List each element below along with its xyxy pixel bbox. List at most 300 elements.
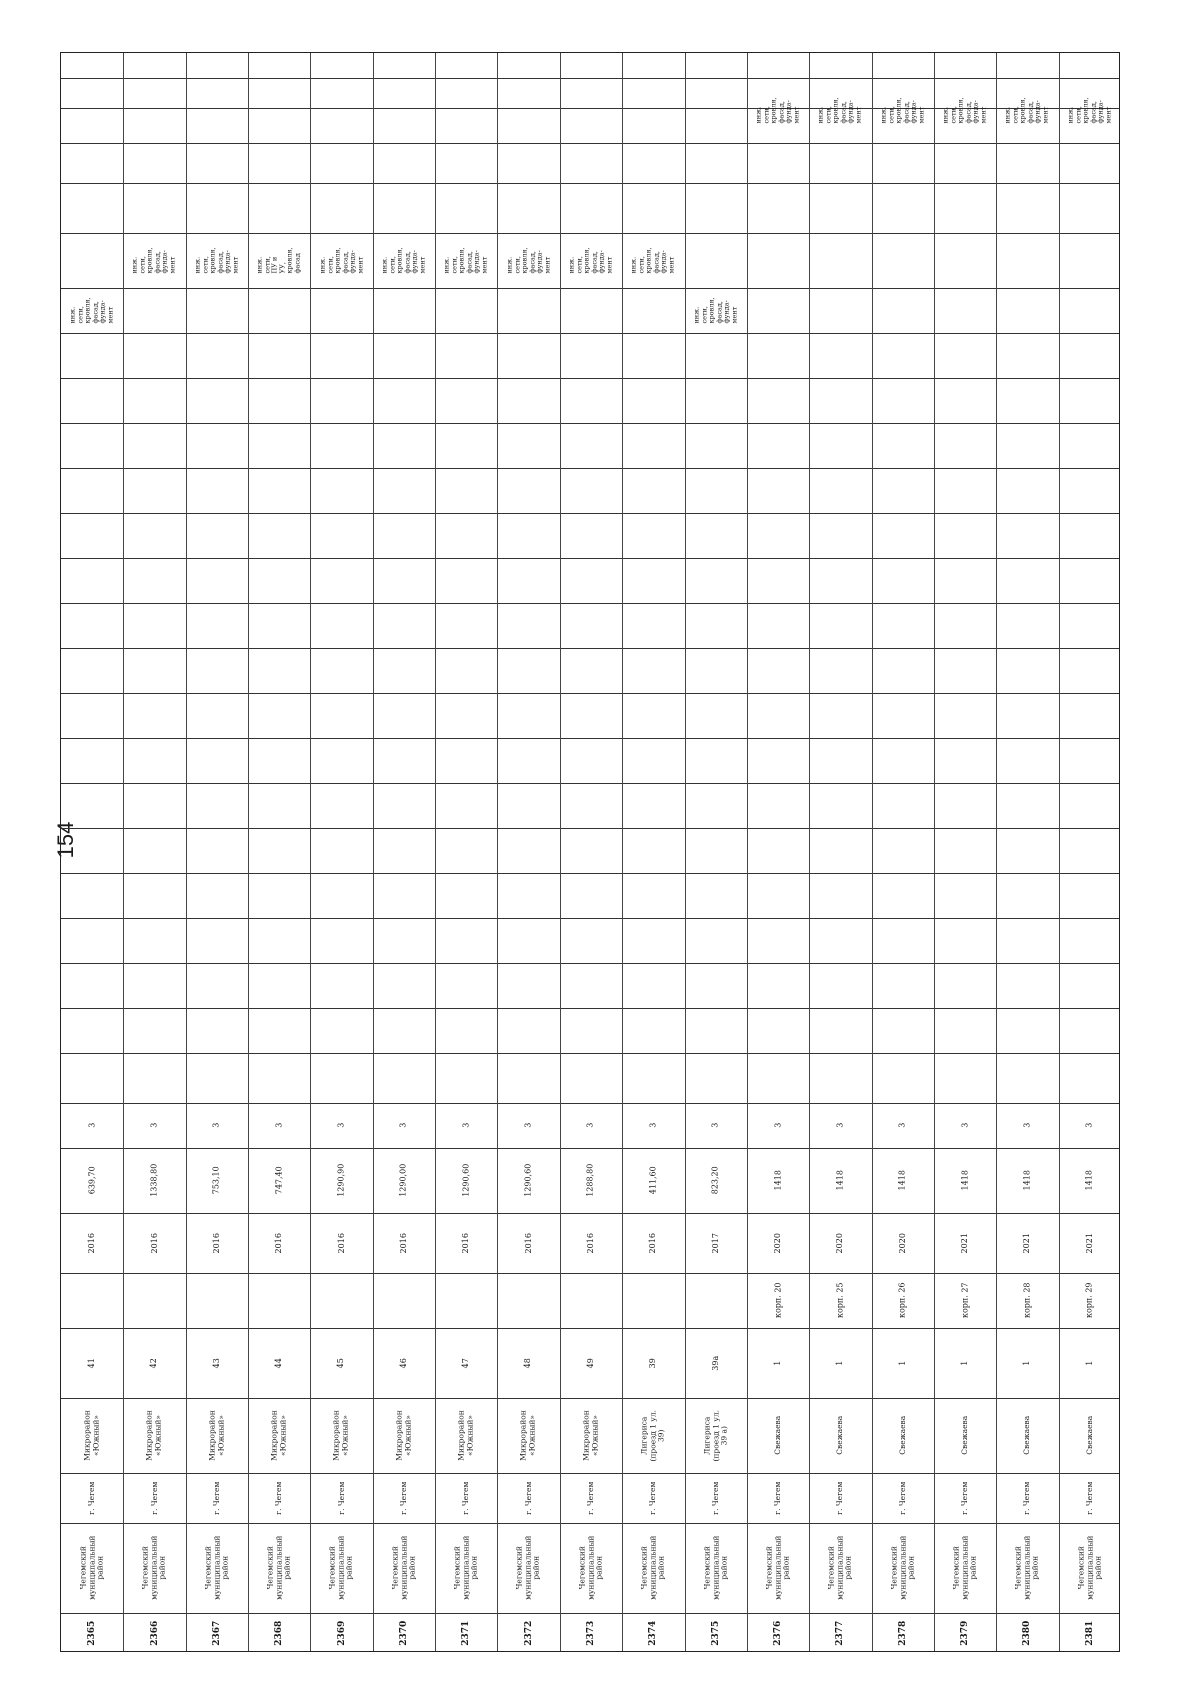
cell-settlement <box>560 1473 622 1523</box>
cell-block-text: корп. 28 <box>1022 1282 1032 1319</box>
cell-street <box>61 1398 123 1473</box>
cell-area-text: 747,40 <box>273 1166 283 1195</box>
cell-house <box>934 1328 996 1398</box>
cell-floors <box>622 1103 684 1148</box>
column-divider <box>61 693 1119 694</box>
cell-district <box>310 1523 372 1613</box>
cell-settlement-text: г. Чегем <box>772 1481 782 1515</box>
cell-area-text: 1418 <box>897 1170 907 1191</box>
cell-num <box>809 1613 871 1653</box>
cell-district <box>61 1523 123 1613</box>
cell-floors-text: 3 <box>835 1122 845 1129</box>
cell-street <box>809 1398 871 1473</box>
cell-year-text: 2016 <box>523 1232 533 1254</box>
cell-year-text: 2016 <box>461 1232 471 1254</box>
cell-area <box>809 1148 871 1213</box>
cell-year-text: 2016 <box>149 1232 159 1254</box>
works-note <box>747 78 809 143</box>
cell-house <box>685 1328 747 1398</box>
cell-area <box>497 1148 559 1213</box>
cell-district <box>435 1523 497 1613</box>
cell-num <box>872 1613 934 1653</box>
works-note <box>310 233 372 288</box>
cell-settlement <box>996 1473 1058 1523</box>
cell-house <box>1059 1328 1121 1398</box>
cell-num-text: 2368 <box>273 1620 284 1646</box>
cell-street-text: Микрорайон «Южный» <box>145 1410 163 1461</box>
cell-district-text: Чегемский муниципальный район <box>1013 1535 1040 1601</box>
cell-block <box>996 1273 1058 1328</box>
cell-district <box>809 1523 871 1613</box>
cell-block <box>61 1273 123 1328</box>
cell-year-text: 2016 <box>273 1232 283 1254</box>
cell-area <box>373 1148 435 1213</box>
cell-district-text: Чегемский муниципальный район <box>577 1535 604 1601</box>
column-divider <box>61 963 1119 964</box>
works-note-text: инж. сети, кровля, фасад, фунда- мент <box>879 97 925 124</box>
cell-area-text: 411,60 <box>648 1166 658 1195</box>
cell-year-text: 2021 <box>1022 1232 1032 1254</box>
cell-settlement <box>1059 1473 1121 1523</box>
cell-street-text: Микрорайон «Южный» <box>581 1410 599 1461</box>
cell-street <box>1059 1398 1121 1473</box>
cell-settlement <box>248 1473 310 1523</box>
cell-year <box>685 1213 747 1273</box>
cell-floors <box>61 1103 123 1148</box>
cell-area-text: 1290,00 <box>398 1163 408 1198</box>
cell-house-text: 1 <box>1084 1360 1094 1366</box>
cell-floors-text: 3 <box>1022 1122 1032 1129</box>
cell-area-text: 1338,80 <box>149 1163 159 1198</box>
cell-floors-text: 3 <box>1084 1122 1094 1129</box>
cell-num <box>373 1613 435 1653</box>
cell-year <box>186 1213 248 1273</box>
cell-house <box>497 1328 559 1398</box>
cell-block <box>934 1273 996 1328</box>
cell-settlement-text: г. Чегем <box>273 1481 283 1515</box>
cell-street <box>560 1398 622 1473</box>
cell-settlement-text: г. Чегем <box>959 1481 969 1515</box>
works-note-text: инж. сети, кровля, фасад, фунда- мент <box>193 247 239 274</box>
cell-year <box>622 1213 684 1273</box>
works-note <box>996 78 1058 143</box>
cell-district-text: Чегемский муниципальный район <box>265 1535 292 1601</box>
cell-district-text: Чегемский муниципальный район <box>78 1535 105 1601</box>
works-note-text: инж. сети, кровля, фасад, фунда- мент <box>68 297 115 324</box>
cell-area <box>560 1148 622 1213</box>
cell-year <box>996 1213 1058 1273</box>
cell-street-text: Свежаева <box>959 1416 969 1455</box>
cell-house <box>435 1328 497 1398</box>
cell-district-text: Чегемский муниципальный район <box>826 1535 853 1601</box>
cell-floors <box>934 1103 996 1148</box>
works-note <box>934 78 996 143</box>
works-note-text: инж. сети, кровля, фасад, фунда- мент <box>816 97 863 124</box>
works-note <box>123 233 185 288</box>
works-note-text: инж. сети, ПУ и УУ, кровля, фасад <box>255 247 302 274</box>
cell-floors-text: 3 <box>273 1122 283 1129</box>
column-divider <box>61 828 1119 829</box>
cell-block <box>747 1273 809 1328</box>
cell-block <box>248 1273 310 1328</box>
cell-year-text: 2021 <box>1084 1232 1094 1254</box>
cell-area-text: 1418 <box>835 1170 845 1191</box>
cell-num <box>248 1613 310 1653</box>
cell-area-text: 1418 <box>1022 1170 1032 1191</box>
cell-floors <box>497 1103 559 1148</box>
cell-district-text: Чегемский муниципальный район <box>889 1535 915 1601</box>
column-divider <box>61 143 1119 144</box>
cell-street-text: Свежаева <box>1022 1416 1032 1455</box>
works-note <box>61 288 123 333</box>
cell-settlement <box>747 1473 809 1523</box>
column-divider <box>61 378 1119 379</box>
cell-year-text: 2016 <box>648 1232 658 1254</box>
cell-district <box>685 1523 747 1613</box>
cell-area <box>248 1148 310 1213</box>
cell-settlement-text: г. Чегем <box>336 1481 346 1515</box>
cell-street-text: Свежаева <box>835 1416 845 1455</box>
works-note <box>373 233 435 288</box>
works-note <box>248 233 310 288</box>
cell-house-text: 45 <box>336 1357 346 1369</box>
cell-num <box>186 1613 248 1653</box>
cell-year <box>747 1213 809 1273</box>
cell-district <box>934 1523 996 1613</box>
cell-year <box>373 1213 435 1273</box>
cell-num <box>1059 1613 1121 1653</box>
cell-block <box>872 1273 934 1328</box>
cell-house <box>747 1328 809 1398</box>
cell-house-text: 42 <box>149 1357 159 1369</box>
column-divider <box>61 648 1119 649</box>
cell-district <box>123 1523 185 1613</box>
cell-area <box>685 1148 747 1213</box>
cell-district-text: Чегемский муниципальный район <box>639 1535 666 1601</box>
cell-settlement <box>435 1473 497 1523</box>
cell-settlement <box>373 1473 435 1523</box>
cell-area <box>310 1148 372 1213</box>
cell-year-text: 2021 <box>959 1232 969 1254</box>
cell-floors <box>123 1103 185 1148</box>
cell-num-text: 2372 <box>523 1620 534 1646</box>
cell-num-text: 2376 <box>772 1620 783 1646</box>
cell-floors-text: 3 <box>897 1122 907 1129</box>
cell-house-text: 1 <box>897 1360 907 1366</box>
cell-num <box>560 1613 622 1653</box>
column-divider <box>61 423 1119 424</box>
cell-street <box>996 1398 1058 1473</box>
cell-area <box>622 1148 684 1213</box>
cell-area <box>747 1148 809 1213</box>
cell-num <box>622 1613 684 1653</box>
cell-block-text: корп. 29 <box>1084 1282 1094 1319</box>
cell-street-text: Микрорайон «Южный» <box>332 1410 350 1461</box>
works-note-text: инж. сети, кровля, фасад, фунда- мент <box>505 247 551 274</box>
cell-year <box>123 1213 185 1273</box>
cell-house-text: 41 <box>86 1357 96 1369</box>
works-note-text: инж. сети, кровля, фасад, фунда- мент <box>442 247 489 274</box>
cell-block <box>560 1273 622 1328</box>
cell-area-text: 1418 <box>772 1170 782 1191</box>
cell-settlement-text: г. Чегем <box>398 1481 408 1515</box>
cell-num <box>435 1613 497 1653</box>
cell-street-text: Лигериса (проезд 1 ул. 39) <box>639 1409 666 1462</box>
cell-district <box>248 1523 310 1613</box>
cell-block-text: корп. 20 <box>772 1282 782 1319</box>
cell-area <box>1059 1148 1121 1213</box>
cell-house <box>996 1328 1058 1398</box>
cell-street-text: Микрорайон «Южный» <box>519 1410 537 1461</box>
cell-settlement <box>872 1473 934 1523</box>
cell-block <box>435 1273 497 1328</box>
cell-year <box>934 1213 996 1273</box>
cell-house-text: 1 <box>1022 1360 1032 1366</box>
column-divider <box>61 1008 1119 1009</box>
cell-num-text: 2365 <box>86 1620 97 1646</box>
cell-floors-text: 3 <box>86 1122 96 1129</box>
cell-num-text: 2375 <box>710 1620 721 1646</box>
cell-district <box>497 1523 559 1613</box>
cell-street-text: Микрорайон «Южный» <box>207 1410 225 1461</box>
cell-house <box>61 1328 123 1398</box>
cell-house <box>123 1328 185 1398</box>
works-note <box>186 233 248 288</box>
cell-num-text: 2367 <box>211 1620 222 1646</box>
cell-floors-text: 3 <box>772 1122 782 1129</box>
cell-district-text: Чегемский муниципальный район <box>327 1535 354 1601</box>
cell-floors-text: 3 <box>149 1122 159 1129</box>
cell-district-text: Чегемский муниципальный район <box>140 1535 167 1601</box>
cell-num-text: 2381 <box>1084 1620 1095 1646</box>
cell-floors-text: 3 <box>461 1122 471 1129</box>
works-note <box>435 233 497 288</box>
cell-floors-text: 3 <box>585 1122 595 1129</box>
cell-district <box>1059 1523 1121 1613</box>
cell-settlement <box>310 1473 372 1523</box>
cell-house-text: 1 <box>959 1360 969 1366</box>
cell-floors <box>809 1103 871 1148</box>
cell-settlement-text: г. Чегем <box>523 1481 533 1515</box>
cell-settlement-text: г. Чегем <box>1084 1481 1094 1515</box>
cell-block <box>186 1273 248 1328</box>
cell-area-text: 823,20 <box>710 1166 720 1195</box>
works-note-text: инж. сети, кровля, фасад, фунда- мент <box>754 97 801 124</box>
cell-house-text: 43 <box>211 1357 221 1369</box>
cell-street-text: Микрорайон «Южный» <box>456 1410 475 1461</box>
cell-floors <box>186 1103 248 1148</box>
cell-num <box>685 1613 747 1653</box>
cell-block-text: корп. 27 <box>959 1282 969 1319</box>
works-note-text: инж. сети, кровля, фасад, фунда- мент <box>941 97 988 124</box>
cell-block <box>123 1273 185 1328</box>
cell-area-text: 1418 <box>959 1170 969 1191</box>
cell-street-text: Микрорайон «Южный» <box>394 1410 412 1461</box>
cell-district <box>186 1523 248 1613</box>
cell-floors-text: 3 <box>398 1122 408 1129</box>
column-divider <box>61 558 1119 559</box>
cell-settlement <box>622 1473 684 1523</box>
cell-settlement <box>186 1473 248 1523</box>
cell-district-text: Чегемский муниципальный район <box>452 1535 479 1601</box>
cell-street-text: Свежаева <box>772 1416 782 1455</box>
cell-block-text: корп. 26 <box>897 1282 907 1319</box>
cell-street-text: Свежаева <box>897 1416 907 1455</box>
cell-num-text: 2366 <box>149 1620 160 1646</box>
works-note-text: инж. сети, кровля, фасад, фунда- мент <box>380 247 426 274</box>
cell-district <box>373 1523 435 1613</box>
cell-house <box>560 1328 622 1398</box>
cell-district <box>560 1523 622 1613</box>
cell-house <box>186 1328 248 1398</box>
cell-block <box>622 1273 684 1328</box>
cell-floors <box>373 1103 435 1148</box>
cell-house-text: 46 <box>398 1357 408 1369</box>
cell-settlement <box>61 1473 123 1523</box>
cell-district <box>747 1523 809 1613</box>
cell-street <box>685 1398 747 1473</box>
cell-num-text: 2373 <box>585 1620 596 1646</box>
cell-year <box>497 1213 559 1273</box>
cell-year-text: 2020 <box>772 1232 782 1254</box>
cell-house-text: 47 <box>461 1357 471 1369</box>
cell-settlement <box>809 1473 871 1523</box>
cell-street-text: Лигериса (проезд 1 ул. 39 а) <box>701 1409 728 1462</box>
cell-street-text: Микрорайон «Южный» <box>269 1410 288 1461</box>
works-note <box>685 288 747 333</box>
works-note <box>622 233 684 288</box>
cell-area-text: 639,70 <box>86 1166 96 1195</box>
cell-street <box>934 1398 996 1473</box>
cell-settlement-text: г. Чегем <box>211 1481 221 1515</box>
cell-house-text: 44 <box>273 1357 283 1369</box>
cell-house <box>310 1328 372 1398</box>
cell-street-text: Свежаева <box>1084 1416 1094 1455</box>
works-note <box>872 78 934 143</box>
cell-settlement-text: г. Чегем <box>149 1481 159 1515</box>
column-divider <box>61 873 1119 874</box>
cell-block <box>685 1273 747 1328</box>
cell-block <box>1059 1273 1121 1328</box>
cell-settlement-text: г. Чегем <box>1022 1481 1032 1515</box>
column-divider <box>61 468 1119 469</box>
column-divider <box>61 603 1119 604</box>
works-note <box>809 78 871 143</box>
column-divider <box>61 918 1119 919</box>
column-divider <box>61 783 1119 784</box>
cell-year-text: 2017 <box>710 1232 720 1254</box>
cell-district <box>996 1523 1058 1613</box>
cell-settlement-text: г. Чегем <box>86 1481 96 1515</box>
cell-area-text: 753,10 <box>211 1166 221 1195</box>
cell-house-text: 39а <box>710 1355 720 1371</box>
cell-year-text: 2016 <box>585 1232 595 1254</box>
cell-block <box>497 1273 559 1328</box>
works-note <box>560 233 622 288</box>
cell-year <box>1059 1213 1121 1273</box>
cell-settlement-text: г. Чегем <box>835 1481 845 1515</box>
cell-year <box>310 1213 372 1273</box>
cell-floors <box>747 1103 809 1148</box>
cell-year <box>435 1213 497 1273</box>
works-note-text: инж. сети, кровля, фасад, фунда- мент <box>629 247 676 274</box>
cell-num-text: 2369 <box>336 1620 347 1646</box>
cell-floors <box>872 1103 934 1148</box>
cell-area <box>996 1148 1058 1213</box>
cell-street <box>186 1398 248 1473</box>
cell-num-text: 2370 <box>398 1620 409 1646</box>
cell-settlement <box>934 1473 996 1523</box>
cell-floors <box>560 1103 622 1148</box>
cell-num <box>61 1613 123 1653</box>
cell-street-text: Микрорайон «Южный» <box>82 1410 101 1461</box>
cell-floors-text: 3 <box>959 1122 969 1129</box>
cell-num <box>123 1613 185 1653</box>
cell-year-text: 2020 <box>897 1232 907 1254</box>
cell-area <box>872 1148 934 1213</box>
cell-area-text: 1290,90 <box>336 1163 346 1198</box>
cell-house-text: 48 <box>523 1357 533 1369</box>
cell-floors <box>435 1103 497 1148</box>
cell-year-text: 2016 <box>398 1232 408 1254</box>
works-note <box>1059 78 1121 143</box>
works-note-text: инж. сети, кровля, фасад, фунда- мент <box>318 247 364 274</box>
cell-year-text: 2016 <box>336 1232 346 1254</box>
cell-settlement-text: г. Чегем <box>461 1481 471 1515</box>
cell-area-text: 1418 <box>1084 1170 1094 1191</box>
cell-num-text: 2371 <box>461 1620 472 1646</box>
cell-year-text: 2020 <box>835 1232 845 1254</box>
cell-floors <box>685 1103 747 1148</box>
cell-street <box>435 1398 497 1473</box>
cell-settlement <box>497 1473 559 1523</box>
column-divider <box>61 513 1119 514</box>
cell-house <box>809 1328 871 1398</box>
cell-floors <box>1059 1103 1121 1148</box>
cell-house-text: 39 <box>648 1357 658 1369</box>
cell-num-text: 2377 <box>835 1620 846 1646</box>
column-divider <box>61 183 1119 184</box>
cell-settlement-text: г. Чегем <box>897 1481 907 1515</box>
cell-area <box>186 1148 248 1213</box>
cell-floors-text: 3 <box>211 1122 221 1129</box>
cell-num-text: 2380 <box>1022 1620 1033 1646</box>
works-note-text: инж. сети, кровля, фасад, фунда- мент <box>131 247 177 274</box>
cell-floors-text: 3 <box>523 1122 533 1129</box>
cell-block-text: корп. 25 <box>835 1282 845 1319</box>
cell-year <box>248 1213 310 1273</box>
cell-num <box>747 1613 809 1653</box>
cell-house-text: 49 <box>585 1357 595 1369</box>
works-note-text: инж. сети, кровля, фасад, фунда- мент <box>1066 97 1112 124</box>
cell-year-text: 2016 <box>86 1232 96 1254</box>
cell-street <box>622 1398 684 1473</box>
cell-district-text: Чегемский муниципальный район <box>514 1535 541 1601</box>
cell-area-text: 1290,60 <box>523 1163 533 1198</box>
cell-area <box>435 1148 497 1213</box>
works-note-text: инж. сети, кровля, фасад, фунда- мент <box>1003 97 1050 124</box>
cell-district-text: Чегемский муниципальный район <box>764 1535 791 1601</box>
cell-street <box>123 1398 185 1473</box>
cell-num-text: 2374 <box>648 1620 659 1646</box>
cell-house <box>872 1328 934 1398</box>
cell-year <box>809 1213 871 1273</box>
cell-num <box>996 1613 1058 1653</box>
cell-house <box>622 1328 684 1398</box>
cell-district <box>872 1523 934 1613</box>
page-number: 154 <box>53 821 78 859</box>
cell-house-text: 1 <box>835 1360 845 1366</box>
